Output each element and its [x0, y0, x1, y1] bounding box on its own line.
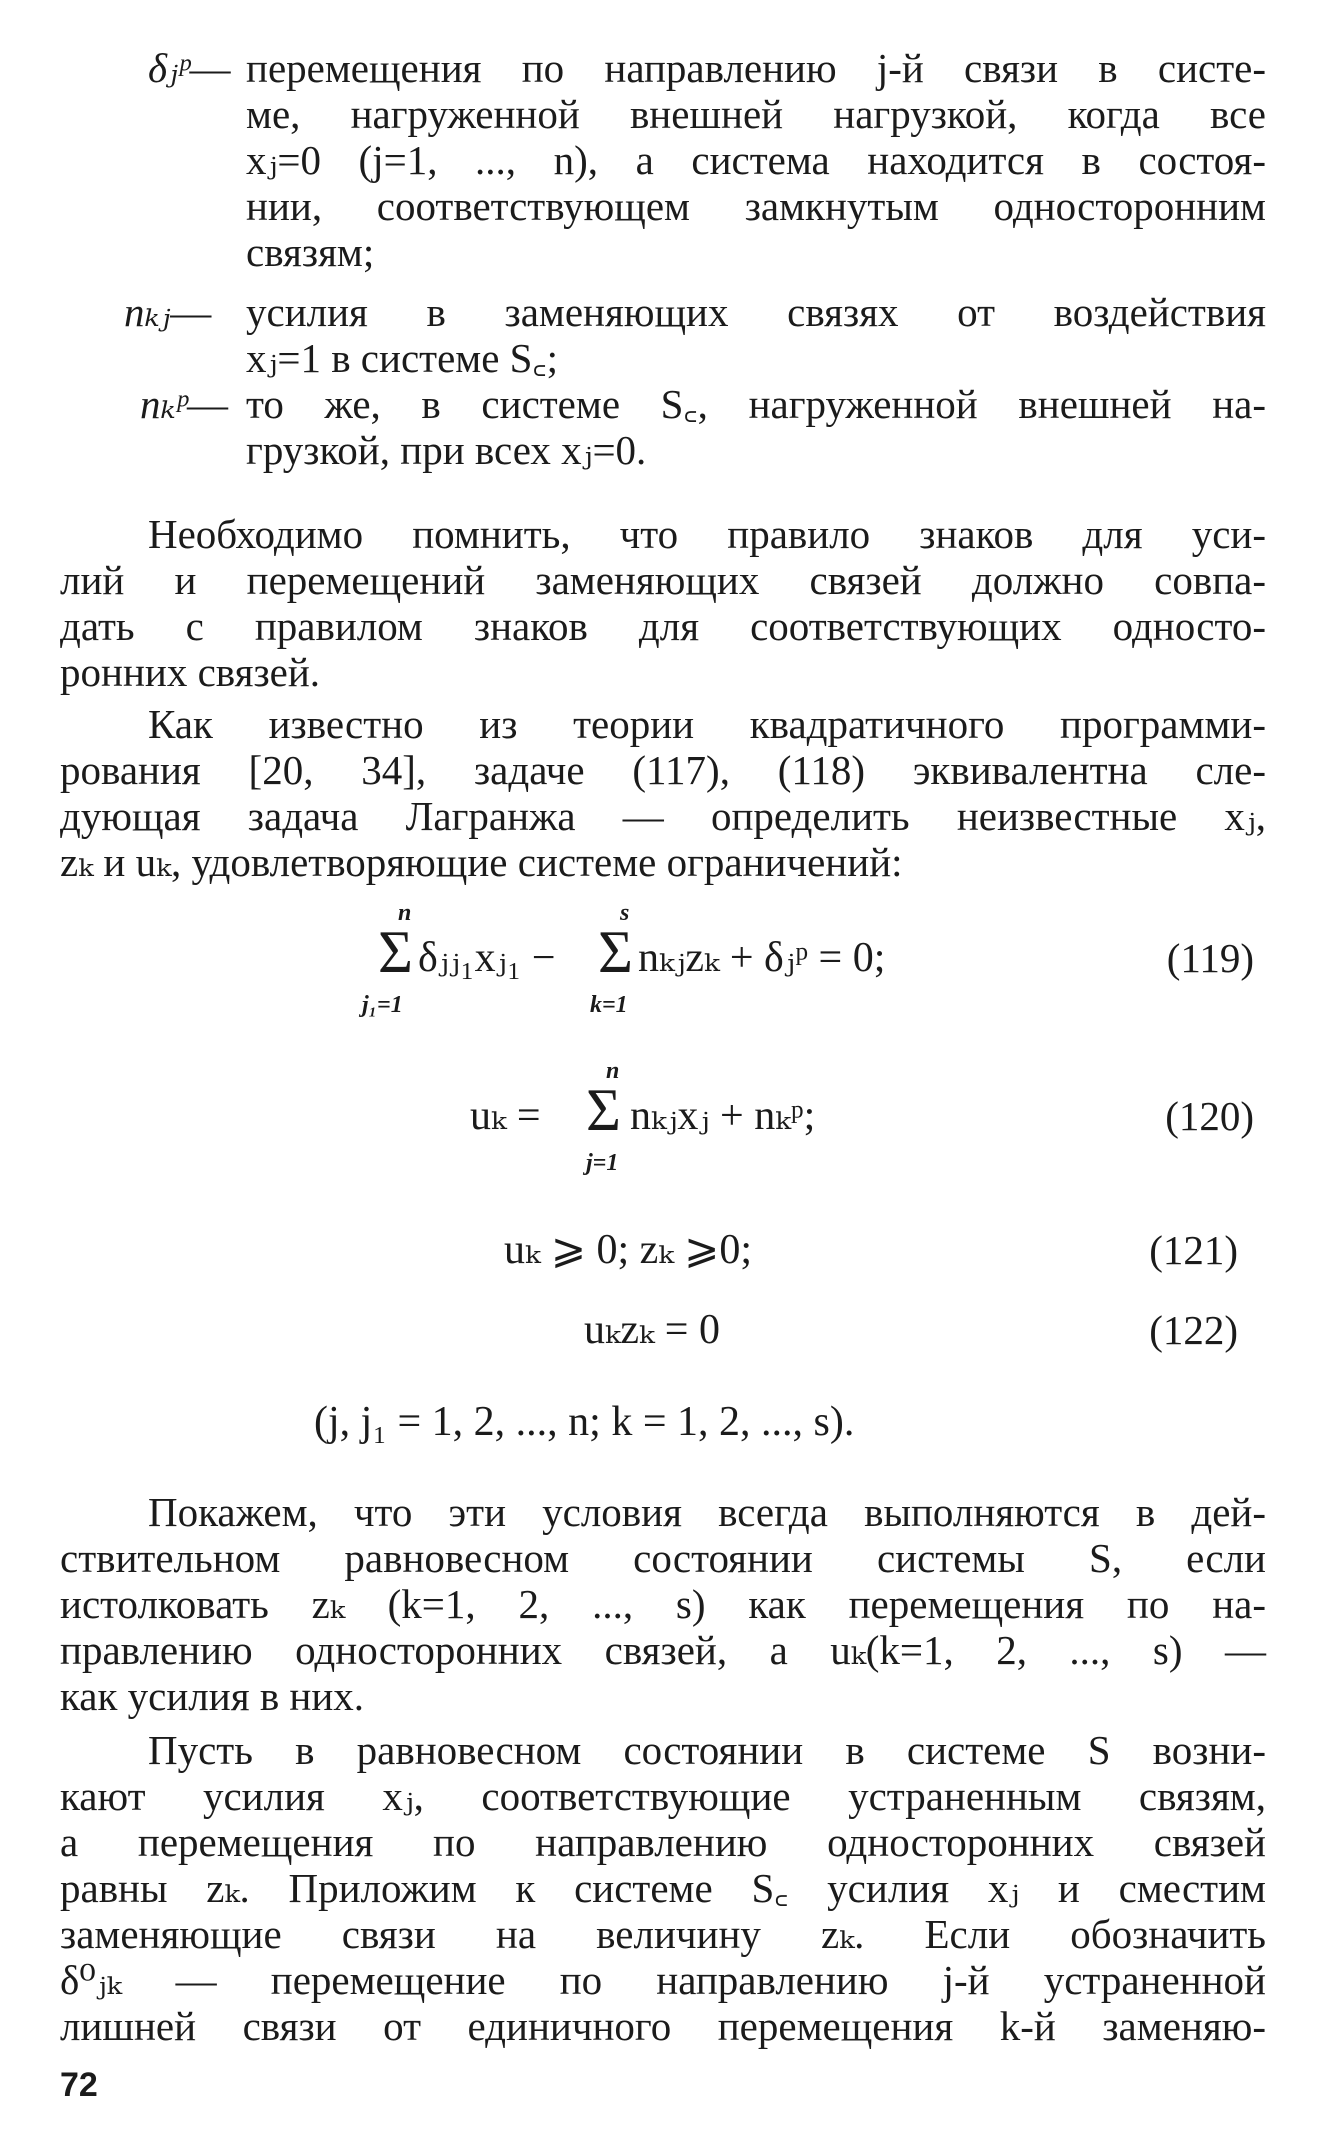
equation-term: uₖ = [470, 1093, 541, 1139]
text-line: усилия в заменяющих связях от воздействия [246, 289, 1266, 335]
summation-sign: Σ [378, 919, 413, 985]
text-line: дать с правилом знаков для соответствующих односто- [60, 603, 1266, 649]
page-number: 72 [60, 2066, 98, 2104]
definition-term: nₖᵖ— [140, 381, 229, 427]
text-line: правлению односторонних связей, а uₖ(k=1, 2, ..., s) — [60, 1627, 1266, 1673]
sum-lower-limit: k=1 [590, 992, 628, 1018]
sum-lower-limit: j₁=1 [362, 992, 403, 1018]
text-line: ствительном равновесном состоянии системы S, если [60, 1535, 1266, 1581]
index-ranges: (j, j₁ = 1, 2, ..., n; k = 1, 2, ..., s). [314, 1399, 855, 1445]
text-line: рования [20, 34], задаче (117), (118) эквивалентна сле- [60, 747, 1266, 793]
text-line: как усилия в них. [60, 1673, 365, 1719]
equation-number: (119) [1166, 935, 1254, 981]
sum-upper-limit: n [398, 900, 412, 926]
text-line: Покажем, что эти условия всегда выполняются в дей- [148, 1489, 1266, 1535]
text-line: кают усилия xⱼ, соответствующие устраненным связям, [60, 1773, 1266, 1819]
text-line: перемещения по направлению j-й связи в систе- [246, 45, 1266, 91]
text-line: то же, в системе S꜀, нагруженной внешней на- [246, 381, 1266, 427]
text-line: заменяющие связи на величину zₖ. Если обозначить [60, 1911, 1266, 1957]
equation-number: (122) [1149, 1307, 1238, 1353]
summation-sign: Σ [586, 1077, 621, 1143]
equation-number: (120) [1165, 1093, 1254, 1139]
sum-upper-limit: s [620, 900, 630, 926]
text-line: ронних связей. [60, 649, 321, 695]
sum-lower-limit: j=1 [586, 1150, 619, 1176]
text-line: а перемещения по направлению односторонних связей [60, 1819, 1266, 1865]
text-line: ме, нагруженной внешней нагрузкой, когда все [246, 91, 1266, 137]
text-line: xⱼ=1 в системе S꜀; [246, 335, 559, 381]
definition-term: δⱼᵖ— [148, 45, 231, 91]
definition-term: nₖⱼ— [124, 289, 212, 335]
equation-term: nₖⱼzₖ + δⱼᵖ = 0; [638, 935, 886, 981]
equation-term: nₖⱼxⱼ + nₖᵖ; [630, 1093, 816, 1139]
equation-number: (121) [1149, 1227, 1238, 1273]
text-line: δ⁰ⱼₖ — перемещение по направлению j-й устраненной [60, 1957, 1266, 2003]
text-line: Пусть в равновесном состоянии в системе S возни- [148, 1727, 1266, 1773]
text-line: Необходимо помнить, что правило знаков для уси- [148, 511, 1266, 557]
equation-term: uₖ ⩾ 0; zₖ ⩾0; [504, 1227, 753, 1273]
text-line: истолковать zₖ (k=1, 2, ..., s) как перемещения по на- [60, 1581, 1266, 1627]
text-line: лий и перемещений заменяющих связей должно совпа- [60, 557, 1266, 603]
equation-term: uₖzₖ = 0 [584, 1307, 720, 1353]
text-line: zₖ и uₖ, удовлетворяющие системе ограничений: [60, 839, 903, 885]
sum-upper-limit: n [606, 1058, 620, 1084]
text-line: xⱼ=0 (j=1, ..., n), а система находится в состоя- [246, 137, 1266, 183]
summation-sign: Σ [598, 919, 633, 985]
text-line: дующая задача Лагранжа — определить неизвестные xⱼ, [60, 793, 1266, 839]
text-line: лишней связи от единичного перемещения k-й заменяю- [60, 2003, 1266, 2049]
text-line: грузкой, при всех xⱼ=0. [246, 427, 647, 473]
equation-term: δⱼⱼ₁xⱼ₁ − [418, 935, 556, 981]
text-line: Как известно из теории квадратичного программи- [148, 701, 1266, 747]
text-line: равны zₖ. Приложим к системе S꜀ усилия xⱼ и сместим [60, 1865, 1266, 1911]
text-line: нии, соответствующем замкнутым односторонним [246, 183, 1266, 229]
text-line: связям; [246, 229, 375, 275]
